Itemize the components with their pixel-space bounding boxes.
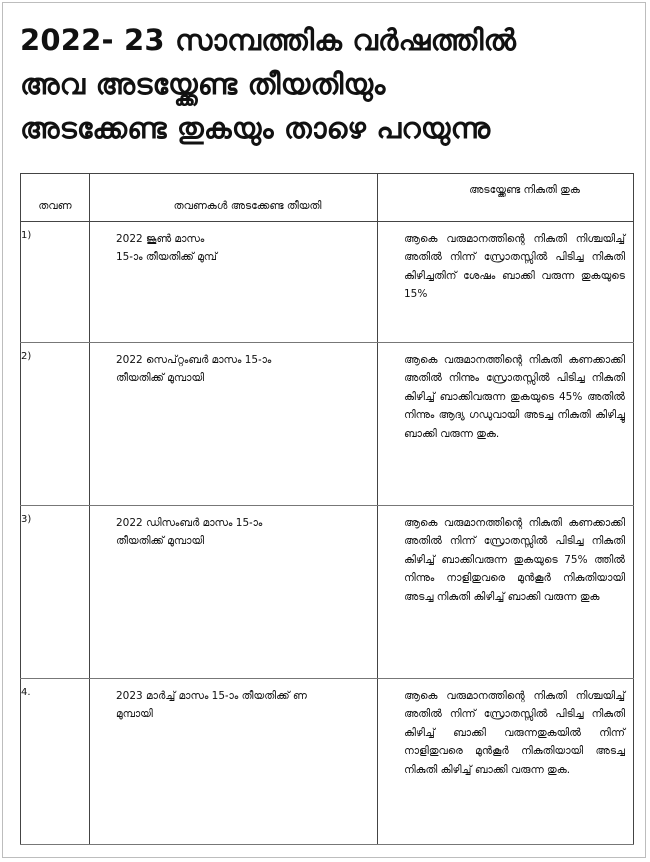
due-date-cell: 2022 സെപ്റ്റംബർ മാസം 15-ാം തീയതിക്ക് മുമ്പായി	[90, 343, 378, 506]
header-due-date: തവണകൾ അടക്കേണ്ട തീയതി	[90, 174, 378, 222]
installment-number: 3)	[21, 506, 90, 679]
installment-number: 2)	[21, 343, 90, 506]
due-date-cell: 2022 ഡിസംബർ മാസം 15-ാം തീയതിക്ക് മുമ്പായി	[90, 506, 378, 679]
title-line-1: 2022- 23 സാമ്പത്തിക വർഷത്തിൽ	[20, 23, 517, 57]
article-title	[20, 18, 635, 150]
table-row	[21, 679, 634, 845]
tax-amount-cell: ആകെ വരുമാനത്തിന്റെ നികുതി നിശ്ചയിച്ച് അതിൽ നിന്ന് സ്രോതസ്സിൽ പിടിച്ച നികുതി കിഴിച്ച് ബാക്കി വരുന്നതുകയിൽ നിന്ന് നാളിതുവരെ മുൻകൂർ നികുതിയായി അടച്ച നികുതി കിഴിച്ച് ബാക്കി വരുന്ന തുക.	[378, 679, 634, 845]
table-row	[21, 343, 634, 506]
tax-installment-table	[20, 173, 634, 845]
header-tax-amount: അടയ്ക്കേണ്ട നികുതി തുക	[378, 174, 634, 222]
due-date-cell: 2022 ജൂൺ മാസം 15-ാം തീയതിക്ക് മുമ്പ്	[90, 222, 378, 343]
tax-amount-cell: ആകെ വരുമാനത്തിന്റെ നികുതി കണക്കാക്കി അതിൽ നിന്നും സ്രോതസ്സിൽ പിടിച്ച നികുതി കിഴിച്ച് ബാക്കിവരുന്ന തുകയുടെ 45% അതിൽ നിന്നും ആദ്യ ഗഡുവായി അടച്ച നികുതി കിഴിച്ചു ബാക്കി വരുന്ന തുക.	[378, 343, 634, 506]
title-line-2: അവ അടയ്ക്കേണ്ട തീയതിയും	[20, 67, 386, 101]
table-row	[21, 506, 634, 679]
tax-amount-cell: ആകെ വരുമാനത്തിന്റെ നികുതി കണക്കാക്കി അതിൽ നിന്ന് സ്രോതസ്സിൽ പിടിച്ച നികുതി കിഴിച്ച് ബാക്കിവരുന്ന തുകയുടെ 75% ത്തിൽ നിന്നും നാളിതുവരെ മുൻകൂർ നികുതിയായി അടച്ച നികുതി കിഴിച്ച് ബാക്കി വരുന്ന തുക	[378, 506, 634, 679]
installment-number: 4.	[21, 679, 90, 845]
table-header-row	[21, 174, 634, 222]
title-line-3: അടക്കേണ്ട തുകയും താഴെ പറയുന്നു	[20, 111, 491, 145]
due-date-cell: 2023 മാർച്ച് മാസം 15-ാം തീയതിക്ക് ണ മുമ്പായി	[90, 679, 378, 845]
table-row	[21, 222, 634, 343]
installment-number: 1)	[21, 222, 90, 343]
header-installment: തവണ	[21, 174, 90, 222]
tax-amount-cell: ആകെ വരുമാനത്തിന്റെ നികുതി നിശ്ചയിച്ച് അതിൽ നിന്ന് സ്രോതസ്സിൽ പിടിച്ച നികുതി കിഴിച്ചതിന് ശേഷം ബാക്കി വരുന്ന തുകയുടെ 15%	[378, 222, 634, 343]
